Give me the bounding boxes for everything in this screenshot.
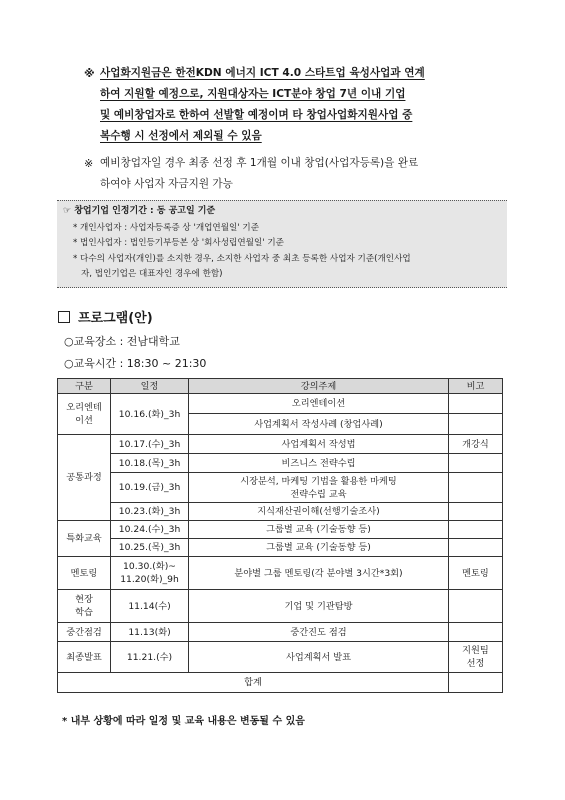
box-item: * 다수의 사업자(개인)를 소지한 경우, 소지한 사업자 중 최초 등록한 사업자 기준(개인사업 — [73, 254, 411, 264]
header-category: 구분 — [58, 379, 111, 394]
cell-category: 멘토링 — [58, 557, 111, 590]
table-header-row — [58, 379, 503, 394]
cell-note — [449, 623, 503, 642]
header-topic: 강의주제 — [189, 379, 449, 394]
cell-note: 개강식 — [449, 435, 503, 454]
startup-period-box — [57, 200, 507, 288]
section-title-text: 프로그램(안) — [78, 311, 153, 326]
cell-schedule: 10.24.(수)_3h — [111, 521, 189, 539]
cell-note — [449, 454, 503, 473]
table-row — [58, 539, 503, 557]
cell-note — [449, 394, 503, 414]
table-row — [58, 454, 503, 473]
note-line: 예비창업자일 경우 최종 선정 후 1개월 이내 창업(사업자등록)을 완료 — [100, 157, 419, 169]
table-row — [58, 590, 503, 623]
cell-schedule: 10.23.(화)_3h — [111, 503, 189, 521]
cell-note — [449, 539, 503, 557]
cell-topic: 그룹별 교육 (기술동향 등) — [189, 539, 449, 557]
cell-topic: 그룹별 교육 (기술동향 등) — [189, 521, 449, 539]
cell-topic: 사업계획서 작성사례 (창업사례) — [189, 414, 449, 435]
note-business-funding — [84, 63, 520, 147]
header-note: 비고 — [449, 379, 503, 394]
note-line: 하여야 사업자 자금지원 가능 — [100, 178, 233, 190]
cell-category: 공통과정 — [58, 435, 111, 521]
table-row — [58, 623, 503, 642]
note-line: 사업화지원금은 한전KDN 에너지 ICT 4.0 스타트업 육성사업과 연계 — [100, 67, 425, 79]
footer-note: * 내부 상황에 따라 일정 및 교육 내용은 변동될 수 있음 — [62, 716, 305, 727]
cell-note: 지원팀 선정 — [449, 642, 503, 673]
note-mark: ※ — [84, 157, 94, 170]
table-row — [58, 557, 503, 590]
note-mark: ※ — [84, 67, 95, 80]
section-title — [58, 307, 153, 326]
cell-category: 특화교육 — [58, 521, 111, 557]
table-row — [58, 521, 503, 539]
header-schedule: 일정 — [111, 379, 189, 394]
cell-total: 합계 — [58, 673, 449, 693]
cell-total-note — [449, 673, 503, 693]
cell-schedule: 10.30.(화)~ 11.20(화)_9h — [111, 557, 189, 590]
box-item: * 개인사업자 : 사업자등록증 상 '개업연월일' 기준 — [73, 223, 260, 233]
box-item: * 법인사업자 : 법인등기부등본 상 '회사성립연월일' 기준 — [73, 238, 284, 248]
note-line: 및 예비창업자로 한하여 선발할 예정이며 타 창업사업화지원사업 중 — [100, 109, 413, 121]
cell-schedule: 10.17.(수)_3h — [111, 435, 189, 454]
cell-schedule: 11.13(화) — [111, 623, 189, 642]
cell-schedule: 11.21.(수) — [111, 642, 189, 673]
note-line: 하여 지원할 예정으로, 지원대상자는 ICT분야 창업 7년 이내 기업 — [100, 88, 406, 100]
note-line: 복수행 시 선정에서 제외될 수 있음 — [100, 130, 262, 142]
info-place: ○교육장소 : 전남대학교 — [64, 335, 180, 348]
cell-note — [449, 590, 503, 623]
note-pre-founder — [84, 153, 520, 195]
cell-schedule: 10.18.(목)_3h — [111, 454, 189, 473]
cell-topic: 지식재산권이해(선행기술조사) — [189, 503, 449, 521]
cell-note — [449, 473, 503, 503]
cell-note — [449, 414, 503, 435]
table-row — [58, 503, 503, 521]
cell-topic: 분야별 그룹 멘토링(각 분야별 3시간*3회) — [189, 557, 449, 590]
cell-topic: 중간진도 점검 — [189, 623, 449, 642]
cell-topic: 사업계획서 발표 — [189, 642, 449, 673]
info-time: ○교육시간 : 18:30 ~ 21:30 — [64, 357, 207, 370]
cell-topic: 오리엔테이션 — [189, 394, 449, 414]
cell-note — [449, 521, 503, 539]
cell-topic: 사업계획서 작성법 — [189, 435, 449, 454]
cell-schedule: 10.25.(목)_3h — [111, 539, 189, 557]
cell-category: 오리엔테 이션 — [58, 394, 111, 435]
box-title: ☞ 창업기업 인정기간 : 동 공고일 기준 — [63, 206, 216, 216]
cell-note: 멘토링 — [449, 557, 503, 590]
cell-topic: 비즈니스 전략수립 — [189, 454, 449, 473]
cell-schedule: 11.14(수) — [111, 590, 189, 623]
cell-schedule: 10.16.(화)_3h — [111, 394, 189, 435]
program-table — [57, 378, 503, 693]
cell-topic: 기업 및 기관탐방 — [189, 590, 449, 623]
table-total-row — [58, 673, 503, 693]
cell-topic: 시장분석, 마케팅 기법을 활용한 마케팅 전략수립 교육 — [189, 473, 449, 503]
table-row — [58, 642, 503, 673]
table-row — [58, 435, 503, 454]
table-row — [58, 394, 503, 414]
cell-schedule: 10.19.(금)_3h — [111, 473, 189, 503]
cell-category: 중간점검 — [58, 623, 111, 642]
cell-category: 최종발표 — [58, 642, 111, 673]
cell-note — [449, 503, 503, 521]
square-icon — [58, 311, 70, 323]
table-row — [58, 473, 503, 503]
box-item: 자, 법인기업은 대표자인 경우에 한함) — [81, 269, 223, 279]
cell-category: 현장 학습 — [58, 590, 111, 623]
